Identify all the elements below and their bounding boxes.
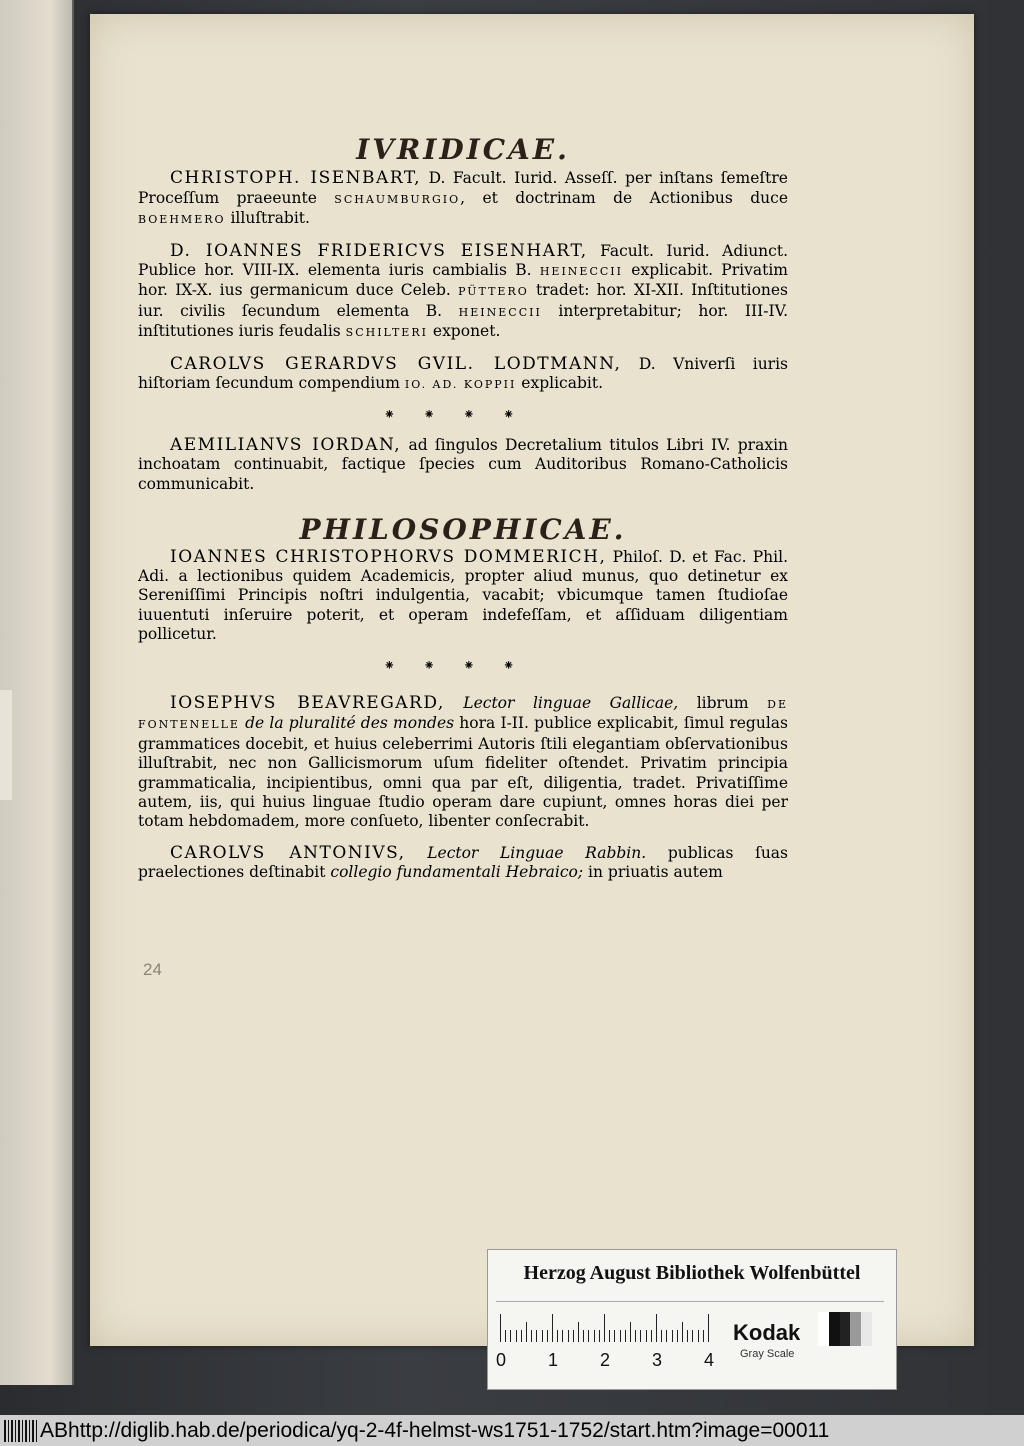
gray-patches: [818, 1312, 872, 1346]
paragraph-text: D. Facult. Iurid. Asseſſ. per inſtans ſemeſtre Proceſſum praeeunte: [138, 169, 788, 207]
ruler-tick: [703, 1330, 704, 1342]
italic-text: Lector linguae Gallicae,: [444, 693, 679, 712]
lecturer-name: CHRISTOPH. ISENBART,: [170, 168, 422, 189]
ruler-tick: [677, 1330, 678, 1342]
paragraph-text: explicabit. Privatim hor. IX-X. ius germanicum duce Celeb.: [138, 261, 788, 300]
paragraph-text: interpretabitur; hor. III-IV. inſtitutiones iuris feudalis: [138, 301, 788, 341]
author-name: SCHILTERI: [345, 326, 428, 340]
ruler-ticks: [500, 1314, 710, 1342]
gray-patch: [818, 1312, 829, 1346]
paragraph-text: , et doctrinam de Actionibus duce: [460, 188, 788, 207]
gray-scale-caption: Gray Scale: [740, 1348, 795, 1360]
ruler-tick: [568, 1330, 569, 1342]
paragraph-text: librum: [678, 693, 768, 712]
ruler-tick: [635, 1330, 636, 1342]
library-name: Herzog August Bibliothek Wolfenbüttel: [523, 1262, 861, 1284]
ruler-number: 2: [600, 1350, 611, 1370]
ruler-tick: [682, 1322, 683, 1342]
paragraph-text: hora I-II. publice explicabit, ſimul regulas grammatices docebit, et huius celeberrimi Autoris ſtili elegantiam obſervationibus illuſtrabit, nec non Gallicismorum uſum fideliter oſtendet. Privatim principia grammaticalia, incipientibus, omni qua par eſt, diligentia, tradet. Privatiſſime autem, iis, qui huius linguae ſtudio operam dare cupiunt, omnes horas diei per totam hebdomadem, more conſueto, libenter conſecrabit.: [138, 714, 788, 831]
ruler-tick: [562, 1330, 563, 1342]
paragraph-isenbart: [138, 169, 788, 229]
gray-patch: [829, 1312, 840, 1346]
ruler-tick: [588, 1330, 589, 1342]
ruler-tick: [640, 1330, 641, 1342]
ruler-tick: [614, 1330, 615, 1342]
ruler-tick: [687, 1330, 688, 1342]
paragraph-text: explicabit.: [516, 374, 603, 393]
lecturer-name: IOANNES CHRISTOPHORVS DOMMERICH,: [170, 546, 607, 567]
italic-text: de la pluralité des mondes: [239, 714, 455, 733]
ruler-tick: [510, 1330, 511, 1342]
paragraph-beauregard: [138, 694, 788, 832]
lecturer-name: CAROLVS ANTONIVS,: [170, 842, 406, 863]
lecturer-name: IOSEPHVS BEAVREGARD,: [170, 692, 445, 713]
lecturer-name: CAROLVS GERARDVS GVIL. LODTMANN,: [170, 353, 622, 374]
paragraph-text: Facult. Iurid. Adiunct. Publice hor. VIII-IX. elementa iuris cambialis B.: [138, 241, 788, 280]
ruler-tick: [692, 1330, 693, 1342]
paragraph-text: illuſtrabit.: [225, 209, 310, 228]
paragraph-text: in priuatis autem: [583, 863, 723, 882]
asterism-divider: ⁕⁕⁕⁕: [383, 407, 543, 424]
paragraph-eisenhart: [138, 242, 788, 343]
paragraph-lodtmann: [138, 355, 788, 395]
paragraph-antonius: [138, 844, 788, 883]
ruler-numbers: [496, 1350, 726, 1372]
ruler-tick: [526, 1322, 527, 1342]
ruler-tick: [578, 1322, 579, 1342]
italic-text: Lector Linguae Rabbin.: [405, 843, 647, 862]
ruler-number: 4: [704, 1350, 715, 1370]
paragraph-text: Philoſ. D. et Fac. Phil. Adi. a lectionibus quidem Academicis, propter aliud munus, quo detinetur ex Sereniſſimi Principis noſtri indulgentia, vacabit; vbicumque tamen ſtudioſae iuuentuti inſeruire poterit, et operam indefeſſam, et aſſiduam diligentiam pollicetur.: [138, 547, 789, 644]
paragraph-text: D. Vniverſi iuris hiſtoriam ſecundum compendium: [138, 354, 788, 393]
ruler-tick: [573, 1330, 574, 1342]
ruler-tick: [620, 1330, 621, 1342]
source-url[interactable]: http://diglib.hab.de/periodica/yq-2-4f-helmst-ws1751-1752/start.htm?image=00011: [68, 1419, 830, 1442]
ruler-tick: [666, 1330, 667, 1342]
ruler-tick: [536, 1330, 537, 1342]
author-name: BOEHMERO: [138, 213, 226, 227]
kodak-logo: Kodak: [733, 1320, 801, 1345]
ruler-tick: [552, 1314, 553, 1342]
ruler-tick: [500, 1314, 501, 1342]
asterism-divider: ⁕⁕⁕⁕: [383, 657, 543, 674]
gray-patch: [861, 1312, 872, 1346]
ruler-tick: [708, 1314, 709, 1342]
url-prefix: AB: [40, 1419, 69, 1442]
ruler-tick: [531, 1330, 532, 1342]
ruler-tick: [609, 1330, 610, 1342]
ruler-tick: [651, 1330, 652, 1342]
ruler-tick: [599, 1330, 600, 1342]
ruler-tick: [583, 1330, 584, 1342]
ruler-tick: [594, 1330, 595, 1342]
pencil-page-number: 24: [143, 960, 162, 979]
source-url-bar: [0, 1415, 1024, 1446]
ruler-tick: [630, 1322, 631, 1342]
ruler-tick: [625, 1330, 626, 1342]
lecturer-name: AEMILIANVS IORDAN,: [170, 434, 402, 455]
page-edge-highlight: [0, 690, 12, 800]
facing-page-edge: [0, 0, 74, 1385]
ruler-number: 1: [548, 1350, 559, 1370]
ruler-tick: [547, 1330, 548, 1342]
section-heading-philosophicae: PHILOSOPHICAE.: [299, 513, 627, 547]
ruler-tick: [656, 1314, 657, 1342]
ruler-tick: [521, 1330, 522, 1342]
barcode-icon: [4, 1420, 38, 1442]
italic-text: collegio fundamentali Hebraico;: [330, 863, 584, 882]
ruler-number: 3: [652, 1350, 663, 1370]
author-name: HEINECCII: [458, 305, 542, 319]
ruler-tick: [505, 1330, 506, 1342]
paragraph-text: tradet: hor. XI-XII. Inſtitutiones iur. civilis ſecundum elementa B.: [138, 281, 789, 320]
page-text: [138, 133, 789, 895]
author-name: DE FONTENELLE: [138, 697, 788, 732]
author-name: IO. AD. KOPPII: [404, 378, 517, 392]
paragraph-text: ad ſingulos Decretalium titulos Libri IV. praxin inchoatam continuabit, factique ſpecies cum Auditoribus Romano-Catholicis communicabit.: [138, 435, 789, 493]
paragraph-dommerich: [138, 548, 788, 645]
paragraph-text: publicas ſuas praelectiones deſtinabit: [138, 843, 788, 882]
gray-patch: [850, 1312, 861, 1346]
calibration-scale: [496, 1301, 884, 1384]
ruler-tick: [516, 1330, 517, 1342]
author-name: HEINECCII: [539, 265, 623, 279]
ruler-tick: [661, 1330, 662, 1342]
ruler-tick: [646, 1330, 647, 1342]
ruler-tick: [672, 1330, 673, 1342]
ruler-tick: [698, 1330, 699, 1342]
library-label-card: [487, 1249, 897, 1390]
section-heading-iuridicae: IVRIDICAE.: [356, 133, 570, 166]
ruler-tick: [604, 1314, 605, 1342]
author-name: PÜTTERO: [458, 285, 529, 299]
gray-patch: [840, 1312, 851, 1346]
ruler-tick: [542, 1330, 543, 1342]
ruler-number: 0: [496, 1350, 507, 1370]
paragraph-text: exponet.: [427, 322, 501, 341]
lecturer-name: D. IOANNES FRIDERICVS EISENHART,: [170, 240, 588, 261]
author-name: SCHAUMBURGIO: [334, 192, 461, 206]
ruler-tick: [557, 1330, 558, 1342]
paragraph-iordan: [138, 436, 788, 494]
